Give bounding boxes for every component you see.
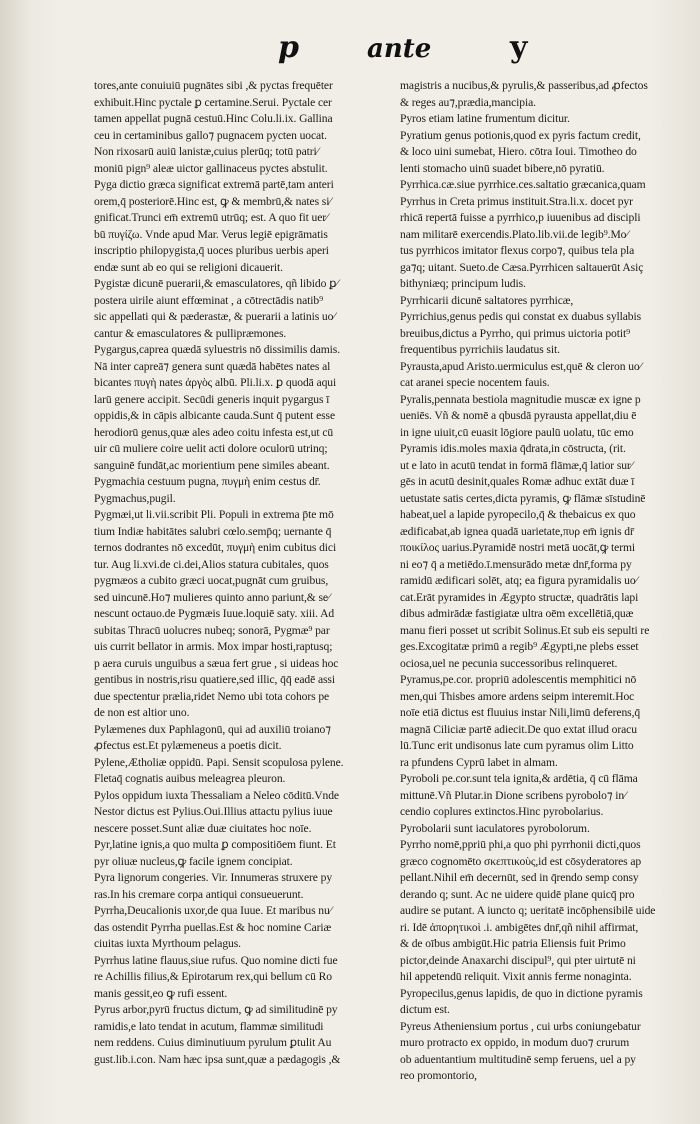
text-line: ueniēs. Vñ & nomē a qbusdā pyrausta appellat,diu ē bbox=[400, 409, 637, 422]
text-line: ociosa,uel ne pecunia successoribus relinqueret. bbox=[400, 656, 618, 670]
text-line: pictor,deinde Anaxarchi discipul⁹, qui pter uirtutē ni bbox=[400, 953, 636, 967]
text-line: ramidis,e lato tendat in acutum, flammæ similitudi bbox=[94, 1019, 324, 1033]
text-line: ποικίλος uarius.Pyramidē nostri metā uocāt,ꝙ termi bbox=[400, 541, 636, 554]
text-line: ꝓfectus est.Et pylæmeneus a poetis dicit. bbox=[94, 739, 282, 752]
text-line: sed uincunē.Ho⁊ mulieres quinto anno pariunt,& se⁄ bbox=[94, 590, 330, 604]
text-line: Pygmæi,ut li.vii.scribit Pli. Populi in extrema p̄te mō bbox=[94, 508, 334, 521]
text-line: Nestor dictus est Pylius.Oui.Illius attactu pylius iuue bbox=[94, 805, 333, 818]
text-line: Pyrus arbor,pyrū fructus dictum, ꝙ ad similitudinē py bbox=[94, 1003, 338, 1016]
text-line: Pylene,Ætholiæ oppidū. Papi. Sensit scopulosa pylene. bbox=[94, 755, 344, 769]
text-line: sic appellati qui & pæderastæ, & puerarii a latinis uo⁄ bbox=[94, 310, 336, 323]
text-line: ramidū ædificari solēt, atq; ea figura pyramidalis uo⁄ bbox=[400, 574, 638, 587]
text-line: & reges au⁊,prædia,mancipia. bbox=[400, 95, 536, 109]
text-line: gust.lib.i.con. Nam hæc ipsa sunt,quæ a pædagogis ,& bbox=[94, 1052, 341, 1066]
text-line: hil appetendū reliquit. Vixit annis ferme nonaginta. bbox=[400, 970, 632, 983]
text-line: re Achillis filius,& Epirotarum rex,qui bellum cū Ro bbox=[94, 970, 332, 983]
text-line: Pyrobolarii sunt iaculatores pyrobolorum. bbox=[400, 821, 590, 835]
text-line: nescunt octauo.de Pygmæis Iuue.loquiē saty. xiii. Ad bbox=[94, 607, 335, 620]
text-line: bū πυγίζω. Vnde apud Mar. Verus legiē epigrāmatis bbox=[94, 227, 328, 241]
text-line: ceu in certaminibus gallo⁊ pugnacem pycten uocat. bbox=[94, 128, 327, 142]
text-line: ras.In his cremare corpa antiqui consueuerunt. bbox=[94, 887, 304, 901]
text-line: Pyrrhicarii dicunē saltatores pyrrhicæ, bbox=[400, 293, 574, 307]
header-word: ante bbox=[367, 34, 432, 64]
text-line: dictum est. bbox=[400, 1003, 450, 1016]
text-line: Pyratium genus potionis,quod ex pyris factum credit, bbox=[400, 128, 641, 142]
text-line: postera uirile aiunt effœminat , a cōtrectādis natib⁹ bbox=[94, 293, 324, 307]
text-line: reo promontorio, bbox=[400, 1069, 477, 1082]
text-line: dibus admirādæ fastigiatæ ultra oēm excellētiā,quæ bbox=[400, 607, 634, 620]
text-line: Pygargus,caprea quædā syluestris nō dissimilis damis. bbox=[94, 343, 340, 356]
text-line: in igne uiuit,cū euasit lōgiore paulū uolatu, tūc emo bbox=[400, 425, 634, 439]
text-line: moniū pign⁹ aleæ uictor gallinaceus pyctes abstulit. bbox=[94, 161, 328, 175]
text-line: Pyrrhus in Creta primus instituit.Stra.li.x. docet pyr bbox=[400, 194, 633, 208]
text-line: herodiorū genus,quæ ales adeo coitu infesta est,ut cū bbox=[94, 425, 334, 439]
text-line: ædificabat,ab ignea quadā uarietate,πυρ em̄ ignis dr̄ bbox=[400, 524, 634, 538]
text-line: & loco uini sumebat, Hiero. cōtra Ioui. Timotheo do bbox=[400, 145, 637, 158]
text-line: breuibus,dictus a Pyrrho, qui primus uictoria potit⁹ bbox=[400, 326, 631, 340]
text-line: & de oībus ambigūt.Hic patria Eliensis fuit Primo bbox=[400, 937, 626, 950]
text-line: gēs in acutū desinit,quales Romæ adhuc extāt duæ ī bbox=[400, 475, 635, 488]
text-line: Pygistæ dicunē puerarii,& emasculatores, qñ libido ꝑ⁄ bbox=[94, 277, 339, 290]
header-letter-left: p bbox=[278, 30, 299, 65]
text-line: endæ sunt ab eo qui se religioni dicauerit. bbox=[94, 260, 283, 274]
text-line: pygmæos a cubito græci uocat,pugnāt cum gruibus, bbox=[94, 574, 329, 587]
text-line: sanguinē fundāt,ac morientium pene similes abeant. bbox=[94, 458, 330, 472]
text-line: larū genere accipit. Secūdi generis inquit pygargus ī bbox=[94, 392, 330, 406]
text-line: Pyroboli pe.cor.sunt tela ignita,& ardētia, q̄ cū flāma bbox=[400, 772, 638, 785]
text-line: men,qui Thisbes amore ardens seipm interemit.Hoc bbox=[400, 689, 635, 703]
text-line: uir cū muliere coire uelit acti dolore oculorū utrinq; bbox=[94, 442, 328, 455]
text-line: Pyralis,pennata bestiola magnitudie muscæ ex igne p bbox=[400, 392, 641, 406]
text-line: lenti stomacho uinū suadet bibere,nō pyratiū. bbox=[400, 161, 605, 175]
text-line: audire se putant. A iuncto q; ueritatē incōphensibilē uide bbox=[400, 904, 656, 917]
text-line: p aera curuis unguibus a sæua fert grue , si uideas hoc bbox=[94, 656, 339, 670]
text-line: Pyrrhica.cæ.siue pyrrhice.ces.saltatio græcanica,quam bbox=[400, 178, 646, 191]
text-line: manu fieri posset ut scribit Solinus.Et sub eis sepulti re bbox=[400, 623, 650, 637]
text-line: nescere posset.Sunt aliæ duæ ciuitates hoc noīe. bbox=[94, 821, 312, 835]
text-line: Pyrausta,apud Aristo.uermiculus est,quē & cleron uo⁄ bbox=[400, 359, 642, 373]
text-line: habeat,uel a lapide pyropecilo,q̄ & thebaicus ex quo bbox=[400, 508, 636, 521]
text-line: rhicā repertā fuisse a pyrrhico,p iuuenibus ad discipli bbox=[400, 211, 641, 224]
text-line: Pyropecilus,genus lapidis, de quo in dictione pyramis bbox=[400, 986, 643, 1000]
text-line: Nā inter capreā⁊ genera sunt quædā habētes nates al bbox=[94, 359, 331, 373]
header-letter-right: y bbox=[510, 30, 528, 65]
text-line: magistris a nucibus,& pyrulis,& passeribus,ad ꝓfectos bbox=[400, 79, 648, 92]
text-line: Pyrrichius,genus pedis qui constat ex duabus syllabis bbox=[400, 310, 642, 323]
text-line: ri. Idē ἀπορητικοὶ .i. ambigētes dnr̄,qñ nihil affirmat, bbox=[400, 920, 639, 934]
text-line: Pylos oppidum iuxta Thessaliam a Neleo cōditū.Vnde bbox=[94, 788, 339, 802]
text-line: Pyrrha,Deucalionis uxor,de qua Iuue. Et maribus nu⁄ bbox=[94, 904, 332, 917]
text-line: das ostendit Pyrrha puellas.Est & hoc nomine Cariæ bbox=[94, 920, 332, 934]
text-line: Pyrrho nomē,ppriū phi,a quo phi pyrrhonii dicti,quos bbox=[400, 838, 641, 851]
text-line: ni eo⁊ q̄ a metiēdo.ī.mensurādo metæ dnr̄,forma py bbox=[400, 557, 632, 571]
text-line: oppidis,& in cāpis albicante cauda.Sunt q̄ putent esse bbox=[94, 409, 336, 422]
text-line: manis gessit,eo ꝙ rufi essent. bbox=[94, 986, 228, 1000]
text-line: noīe etiā dictus est fluuius instar Nili,limū deferens,q̄ bbox=[400, 706, 641, 719]
text-line: uis currit bellator in armis. Mox impar hosti,raptusq; bbox=[94, 640, 333, 653]
text-line: orem,q̄ posteriorē.Hinc est, ꝙ & membrū,& nates si⁄ bbox=[94, 194, 332, 208]
text-line: bicantes πυγὴ nates ἀργὸς albū. Pli.li.x. ꝑ quodā aqui bbox=[94, 376, 337, 389]
text-line: cantur & emasculatores & pullipræmones. bbox=[94, 326, 287, 340]
text-line: uetustate satis certes,dicta pyramis, ꝙ flāmæ sīstudinē bbox=[400, 491, 646, 505]
text-line: cat aranei specie nocentem fauis. bbox=[400, 376, 550, 389]
text-line: Pyra lignorum congeries. Vir. Innumeras struxere py bbox=[94, 871, 333, 884]
text-line: ut e lato in acutū tendat in formā flāmæ,q̄ latior sur⁄ bbox=[400, 458, 633, 472]
text-line: cat.Erāt pyramides in Ægypto structæ, quadrātis lapi bbox=[400, 590, 639, 604]
text-line: magnā Ciliciæ partē adiecit.De quo extat illud oracu bbox=[400, 722, 637, 736]
text-line: gentibus in nostris,risu quatiere,sed illic, q̄q̄ eadē assi bbox=[94, 673, 335, 686]
text-line: ternos dodrantes nō excedūt, πυγμὴ enim cubitus dici bbox=[94, 541, 337, 554]
text-line: pellant.Nihil em̄ decernūt, sed in q̄rendo semp consy bbox=[400, 871, 639, 884]
text-line: inscriptio philopygista,q̄ uoces pluribus uerbis aperi bbox=[94, 244, 329, 257]
text-line: due spectentur prælia,ridet Nemo ubi tota cohors pe bbox=[94, 689, 330, 703]
text-line: exhibuit.Hinc pyctale ꝑ certamine.Serui. Pyctale cer bbox=[94, 95, 332, 109]
text-line: Pylæmenes dux Paphlagonū, qui ad auxiliū troiano⁊ bbox=[94, 722, 331, 736]
text-line: ga⁊q; uitant. Sueto.de Cæsa.Pyrrhicen saltauerūt Asiç bbox=[400, 260, 644, 274]
text-line: Pyrrhus latine flauus,siue rufus. Quo nomine dicti fue bbox=[94, 953, 338, 967]
text-line: ob aduentantium multitudinē semp feruens, uel a py bbox=[400, 1052, 636, 1066]
text-line: Pygmachus,pugil. bbox=[94, 491, 176, 505]
running-head bbox=[0, 30, 700, 74]
text-line: gnificat.Trunci em̄ extremū utrūq; est. A quo fit uer⁄ bbox=[94, 211, 328, 224]
text-line: tamen appellat pugnā cestuū.Hinc Colu.li.ix. Gallina bbox=[94, 112, 333, 125]
text-line: Fletaq̄ cognatis auibus meleagrea pleuron. bbox=[94, 772, 286, 785]
text-line: de non est altior uno. bbox=[94, 706, 190, 719]
text-line: nam militarē exercendis.Plato.lib.vii.de legib⁹.Mo⁄ bbox=[400, 227, 629, 241]
text-line: frequentibus pyrrichiis laudatus sit. bbox=[400, 343, 560, 356]
text-line: lū.Tunc erit undisonus late cum pyramus olim Litto bbox=[400, 739, 634, 752]
text-line: Pyramus,pe.cor. propriū adolescentis memphitici nō bbox=[400, 673, 637, 686]
text-line: tores,ante conuiuiū pugnātes sibi ,& pyctas frequēter bbox=[94, 79, 333, 92]
text-line: derando q; sunt. Ac ne uidere quidē plane quicq̄ pro bbox=[400, 887, 635, 901]
text-line: græco cognomēto σκεπτικοὺς,id est cōsyderatores ap bbox=[400, 854, 642, 868]
text-line: Pyros etiam latine frumentum dicitur. bbox=[400, 112, 570, 125]
text-line: nem reddens. Cuius diminutiuum pyrulum ꝑtulit Au bbox=[94, 1036, 332, 1049]
text-line: mittunē.Vñ Plutar.in Dione scribens pyrobolo⁊ in⁄ bbox=[400, 788, 626, 802]
text-line: Pyramis idis.moles maxia q̄drata,in cōstructa, (rit. bbox=[400, 442, 626, 455]
text-line: tus pyrrhicos imitator flexus corpo⁊, quibus tela pla bbox=[400, 244, 635, 257]
text-line: tium Indiæ habitātes salubri cœlo.semp̄q; uernante q̄ bbox=[94, 524, 332, 538]
text-line: bithyniæq; principum ludis. bbox=[400, 277, 526, 290]
left-text-column bbox=[94, 78, 388, 1068]
text-line: subitas Thracū uolucres nubeq; sonorā, Pygmæ⁹ par bbox=[94, 623, 330, 637]
text-line: pyr oliuæ nucleus,ꝙ facile ignem concipiat. bbox=[94, 854, 293, 868]
text-line: ra pfundens Cyprū labet in almam. bbox=[400, 755, 558, 769]
text-line: Pyga dictio græca significat extremā partē,tam anteri bbox=[94, 178, 334, 191]
text-line: ges.Excogitatæ primū a regib⁹ Ægypti,ne plebs esset bbox=[400, 640, 639, 653]
text-line: Pygmachia cestuum pugna, πυγμὴ enim cestus dr̄. bbox=[94, 475, 321, 488]
right-text-column bbox=[400, 78, 698, 1085]
text-line: tur. Aug li.xvi.de ci.dei,Alios statura cubitales, quos bbox=[94, 557, 329, 571]
text-line: cendio coplures extinctos.Hinc pyrobolarius. bbox=[400, 805, 604, 818]
text-line: muro protracto ex oppido, in modum duo⁊ crurum bbox=[400, 1036, 630, 1049]
text-line: Pyreus Atheniensium portus , cui urbs coniungebatur bbox=[400, 1019, 641, 1033]
text-line: Pyr,latine ignis,a quo multa ꝑ compositiōem fiunt. Et bbox=[94, 838, 336, 851]
text-line: ciuitas iuxta Myrthoum pelagus. bbox=[94, 937, 241, 950]
text-line: Non rixosarū auiū lanistæ,cuius plerūq; totū patri⁄ bbox=[94, 145, 319, 158]
